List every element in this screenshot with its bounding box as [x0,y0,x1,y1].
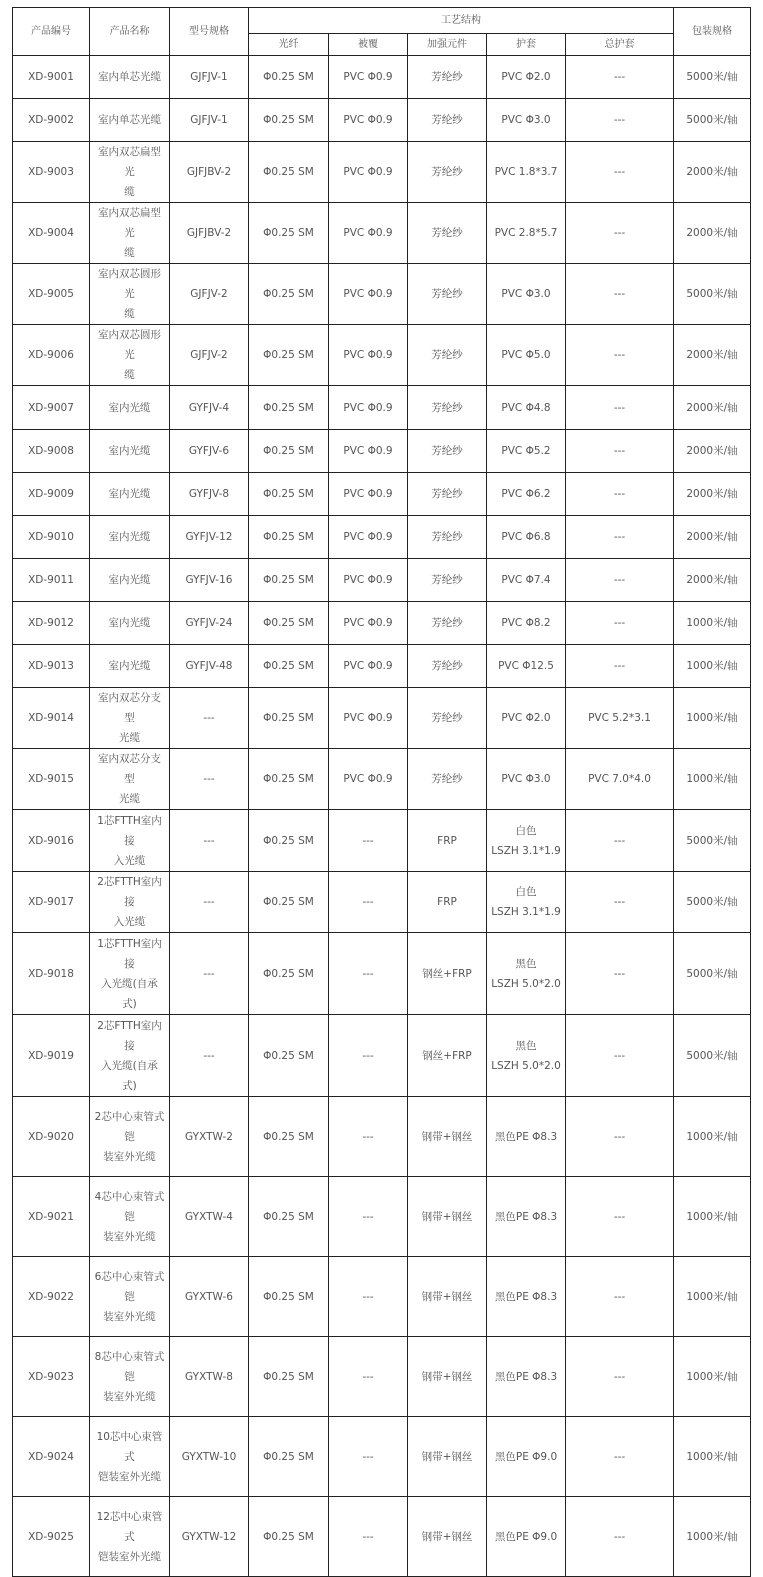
product-id-cell: XD-9012 [13,602,90,645]
model-cell: GYXTW-6 [170,1257,249,1337]
outer-jacket-cell: --- [566,1417,674,1497]
fiber-cell: Φ0.25 SM [249,430,329,473]
strength-member-cell: 钢带+钢丝 [408,1177,487,1257]
product-name-cell: 10芯中心束管式 铠装室外光缆 [90,1417,170,1497]
model-cell: --- [170,872,249,933]
fiber-cell: Φ0.25 SM [249,933,329,1015]
strength-member-cell: 芳纶纱 [408,142,487,203]
jacket-cell: PVC Φ5.0 [487,325,566,386]
package-cell: 1000米/轴 [674,1417,751,1497]
jacket-cell: 黑色PE Φ8.3 [487,1337,566,1417]
model-cell: GJFJV-1 [170,99,249,142]
outer-jacket-cell: --- [566,1177,674,1257]
model-cell: GYXTW-10 [170,1417,249,1497]
product-id-cell: XD-9004 [13,203,90,264]
product-name-cell: 室内光缆 [90,386,170,430]
fiber-cell: Φ0.25 SM [249,56,329,99]
product-id-cell: XD-9019 [13,1015,90,1097]
coating-cell: PVC Φ0.9 [329,325,408,386]
model-cell: GYFJV-8 [170,473,249,516]
model-cell: GYXTW-2 [170,1097,249,1177]
outer-jacket-cell: --- [566,645,674,688]
jacket-cell: PVC Φ5.2 [487,430,566,473]
table-row [13,1497,751,1577]
product-id-cell: XD-9024 [13,1417,90,1497]
package-cell: 2000米/轴 [674,430,751,473]
strength-member-cell: 钢丝+FRP [408,933,487,1015]
outer-jacket-cell: --- [566,473,674,516]
jacket-cell: 黑色PE Φ8.3 [487,1257,566,1337]
package-cell: 2000米/轴 [674,203,751,264]
package-cell: 2000米/轴 [674,325,751,386]
table-row [13,688,751,749]
coating-cell: --- [329,1337,408,1417]
fiber-cell: Φ0.25 SM [249,203,329,264]
coating-cell: PVC Φ0.9 [329,142,408,203]
coating-cell: --- [329,810,408,872]
coating-cell: PVC Φ0.9 [329,749,408,810]
table-row [13,325,751,386]
product-id-cell: XD-9013 [13,645,90,688]
coating-cell: PVC Φ0.9 [329,602,408,645]
product-id-cell: XD-9018 [13,933,90,1015]
coating-cell: PVC Φ0.9 [329,264,408,325]
coating-cell: --- [329,1417,408,1497]
jacket-cell: PVC 1.8*3.7 [487,142,566,203]
model-cell: --- [170,810,249,872]
strength-member-cell: 芳纶纱 [408,325,487,386]
coating-cell: --- [329,872,408,933]
product-id-cell: XD-9016 [13,810,90,872]
strength-member-cell: 钢丝+FRP [408,1015,487,1097]
product-id-cell: XD-9015 [13,749,90,810]
table-row [13,99,751,142]
outer-jacket-cell: --- [566,1257,674,1337]
table-row [13,602,751,645]
product-name-cell: 室内双芯分支型 光缆 [90,749,170,810]
outer-jacket-cell: --- [566,430,674,473]
product-id-cell: XD-9020 [13,1097,90,1177]
strength-member-cell: 钢带+钢丝 [408,1497,487,1577]
fiber-cell: Φ0.25 SM [249,264,329,325]
product-id-cell: XD-9014 [13,688,90,749]
product-spec-table [12,7,751,1577]
coating-cell: PVC Φ0.9 [329,688,408,749]
model-cell: --- [170,1015,249,1097]
table-row [13,473,751,516]
fiber-cell: Φ0.25 SM [249,559,329,602]
strength-member-cell: 芳纶纱 [408,386,487,430]
jacket-cell: 黑色PE Φ9.0 [487,1497,566,1577]
strength-member-cell: 芳纶纱 [408,602,487,645]
strength-member-cell: 钢带+钢丝 [408,1257,487,1337]
table-body [13,56,751,1577]
jacket-cell: 黑色PE Φ8.3 [487,1177,566,1257]
coating-cell: PVC Φ0.9 [329,430,408,473]
strength-member-cell: 芳纶纱 [408,473,487,516]
table-row [13,872,751,933]
strength-member-cell: 芳纶纱 [408,430,487,473]
coating-cell: PVC Φ0.9 [329,516,408,559]
product-id-cell: XD-9025 [13,1497,90,1577]
model-cell: GYFJV-16 [170,559,249,602]
product-name-cell: 室内双芯扁型光 缆 [90,142,170,203]
product-id-cell: XD-9011 [13,559,90,602]
table-row [13,516,751,559]
product-id-cell: XD-9007 [13,386,90,430]
fiber-cell: Φ0.25 SM [249,1257,329,1337]
header-outer-jacket: 总护套 [566,34,674,56]
product-name-cell: 室内双芯分支型 光缆 [90,688,170,749]
jacket-cell: 黑色 LSZH 5.0*2.0 [487,933,566,1015]
product-id-cell: XD-9023 [13,1337,90,1417]
product-name-cell: 室内光缆 [90,430,170,473]
jacket-cell: PVC Φ3.0 [487,749,566,810]
model-cell: GYXTW-12 [170,1497,249,1577]
outer-jacket-cell: PVC 5.2*3.1 [566,688,674,749]
product-name-cell: 室内双芯圆形光 缆 [90,264,170,325]
fiber-cell: Φ0.25 SM [249,602,329,645]
product-name-cell: 2芯FTTH室内接 入光缆(自承式) [90,1015,170,1097]
product-name-cell: 4芯中心束管式铠 装室外光缆 [90,1177,170,1257]
coating-cell: PVC Φ0.9 [329,559,408,602]
package-cell: 2000米/轴 [674,473,751,516]
jacket-cell: 白色 LSZH 3.1*1.9 [487,872,566,933]
fiber-cell: Φ0.25 SM [249,1097,329,1177]
outer-jacket-cell: --- [566,1015,674,1097]
fiber-cell: Φ0.25 SM [249,325,329,386]
product-name-cell: 室内单芯光缆 [90,99,170,142]
package-cell: 1000米/轴 [674,602,751,645]
product-id-cell: XD-9003 [13,142,90,203]
product-id-cell: XD-9005 [13,264,90,325]
coating-cell: --- [329,933,408,1015]
table-row [13,203,751,264]
package-cell: 5000米/轴 [674,56,751,99]
outer-jacket-cell: --- [566,516,674,559]
fiber-cell: Φ0.25 SM [249,386,329,430]
model-cell: GYFJV-12 [170,516,249,559]
strength-member-cell: 芳纶纱 [408,645,487,688]
jacket-cell: PVC Φ7.4 [487,559,566,602]
jacket-cell: 黑色PE Φ8.3 [487,1097,566,1177]
strength-member-cell: 芳纶纱 [408,559,487,602]
package-cell: 5000米/轴 [674,810,751,872]
package-cell: 5000米/轴 [674,99,751,142]
package-cell: 1000米/轴 [674,1257,751,1337]
package-cell: 2000米/轴 [674,142,751,203]
outer-jacket-cell: --- [566,56,674,99]
product-name-cell: 室内双芯扁型光 缆 [90,203,170,264]
strength-member-cell: FRP [408,872,487,933]
package-cell: 1000米/轴 [674,1177,751,1257]
header-product-name: 产品名称 [90,8,170,56]
model-cell: GYXTW-8 [170,1337,249,1417]
product-name-cell: 室内双芯圆形光 缆 [90,325,170,386]
fiber-cell: Φ0.25 SM [249,1015,329,1097]
product-name-cell: 2芯FTTH室内接 入光缆 [90,872,170,933]
product-name-cell: 1芯FTTH室内接 入光缆 [90,810,170,872]
coating-cell: PVC Φ0.9 [329,386,408,430]
product-name-cell: 6芯中心束管式铠 装室外光缆 [90,1257,170,1337]
outer-jacket-cell: --- [566,1337,674,1417]
strength-member-cell: FRP [408,810,487,872]
coating-cell: PVC Φ0.9 [329,473,408,516]
coating-cell: PVC Φ0.9 [329,56,408,99]
package-cell: 1000米/轴 [674,645,751,688]
jacket-cell: PVC Φ4.8 [487,386,566,430]
product-name-cell: 2芯中心束管式铠 装室外光缆 [90,1097,170,1177]
jacket-cell: 黑色PE Φ9.0 [487,1417,566,1497]
jacket-cell: PVC Φ3.0 [487,99,566,142]
jacket-cell: PVC Φ2.0 [487,56,566,99]
fiber-cell: Φ0.25 SM [249,99,329,142]
model-cell: GYFJV-48 [170,645,249,688]
fiber-cell: Φ0.25 SM [249,688,329,749]
model-cell: GJFJV-1 [170,56,249,99]
package-cell: 2000米/轴 [674,516,751,559]
strength-member-cell: 芳纶纱 [408,688,487,749]
package-cell: 2000米/轴 [674,559,751,602]
package-cell: 5000米/轴 [674,264,751,325]
fiber-cell: Φ0.25 SM [249,1417,329,1497]
model-cell: GYXTW-4 [170,1177,249,1257]
model-cell: --- [170,749,249,810]
package-cell: 1000米/轴 [674,1497,751,1577]
product-id-cell: XD-9009 [13,473,90,516]
coating-cell: PVC Φ0.9 [329,645,408,688]
table-row [13,1097,751,1177]
jacket-cell: 黑色 LSZH 5.0*2.0 [487,1015,566,1097]
outer-jacket-cell: --- [566,559,674,602]
fiber-cell: Φ0.25 SM [249,1177,329,1257]
model-cell: GYFJV-24 [170,602,249,645]
package-cell: 5000米/轴 [674,872,751,933]
model-cell: GJFJBV-2 [170,142,249,203]
header-package: 包装规格 [674,8,751,56]
table-row [13,1257,751,1337]
product-name-cell: 1芯FTTH室内接 入光缆(自承式) [90,933,170,1015]
model-cell: GYFJV-6 [170,430,249,473]
package-cell: 1000米/轴 [674,749,751,810]
coating-cell: --- [329,1177,408,1257]
table-row [13,1015,751,1097]
outer-jacket-cell: --- [566,810,674,872]
outer-jacket-cell: --- [566,872,674,933]
table-row [13,645,751,688]
product-name-cell: 室内单芯光缆 [90,56,170,99]
product-name-cell: 室内光缆 [90,473,170,516]
table-row [13,559,751,602]
product-id-cell: XD-9001 [13,56,90,99]
strength-member-cell: 钢带+钢丝 [408,1417,487,1497]
fiber-cell: Φ0.25 SM [249,1337,329,1417]
table-row [13,430,751,473]
header-strength-member: 加强元件 [408,34,487,56]
package-cell: 2000米/轴 [674,386,751,430]
outer-jacket-cell: --- [566,325,674,386]
outer-jacket-cell: PVC 7.0*4.0 [566,749,674,810]
coating-cell: PVC Φ0.9 [329,203,408,264]
outer-jacket-cell: --- [566,1097,674,1177]
model-cell: GYFJV-4 [170,386,249,430]
product-name-cell: 室内光缆 [90,516,170,559]
fiber-cell: Φ0.25 SM [249,516,329,559]
outer-jacket-cell: --- [566,933,674,1015]
package-cell: 1000米/轴 [674,688,751,749]
jacket-cell: 白色 LSZH 3.1*1.9 [487,810,566,872]
fiber-cell: Φ0.25 SM [249,810,329,872]
table-row [13,933,751,1015]
coating-cell: --- [329,1097,408,1177]
strength-member-cell: 芳纶纱 [408,749,487,810]
product-name-cell: 12芯中心束管式 铠装室外光缆 [90,1497,170,1577]
jacket-cell: PVC Φ6.2 [487,473,566,516]
package-cell: 1000米/轴 [674,1337,751,1417]
fiber-cell: Φ0.25 SM [249,872,329,933]
jacket-cell: PVC Φ12.5 [487,645,566,688]
strength-member-cell: 钢带+钢丝 [408,1097,487,1177]
package-cell: 5000米/轴 [674,1015,751,1097]
model-cell: GJFJV-2 [170,264,249,325]
fiber-cell: Φ0.25 SM [249,142,329,203]
table-row [13,810,751,872]
table-row [13,142,751,203]
header-coating: 被覆 [329,34,408,56]
model-cell: GJFJBV-2 [170,203,249,264]
coating-cell: --- [329,1257,408,1337]
coating-cell: --- [329,1497,408,1577]
product-id-cell: XD-9017 [13,872,90,933]
strength-member-cell: 芳纶纱 [408,99,487,142]
fiber-cell: Φ0.25 SM [249,645,329,688]
model-cell: --- [170,688,249,749]
jacket-cell: PVC Φ3.0 [487,264,566,325]
product-id-cell: XD-9010 [13,516,90,559]
jacket-cell: PVC Φ8.2 [487,602,566,645]
table-row [13,386,751,430]
outer-jacket-cell: --- [566,203,674,264]
table-row [13,1177,751,1257]
product-id-cell: XD-9008 [13,430,90,473]
outer-jacket-cell: --- [566,99,674,142]
model-cell: GJFJV-2 [170,325,249,386]
outer-jacket-cell: --- [566,264,674,325]
product-name-cell: 室内光缆 [90,602,170,645]
product-name-cell: 8芯中心束管式铠 装室外光缆 [90,1337,170,1417]
product-name-cell: 室内光缆 [90,559,170,602]
fiber-cell: Φ0.25 SM [249,1497,329,1577]
header-fiber: 光纤 [249,34,329,56]
package-cell: 5000米/轴 [674,933,751,1015]
header-product-id: 产品编号 [13,8,90,56]
coating-cell: PVC Φ0.9 [329,99,408,142]
package-cell: 1000米/轴 [674,1097,751,1177]
table-row [13,56,751,99]
header-model: 型号规格 [170,8,249,56]
table-row [13,1337,751,1417]
jacket-cell: PVC Φ6.8 [487,516,566,559]
jacket-cell: PVC Φ2.0 [487,688,566,749]
coating-cell: --- [329,1015,408,1097]
strength-member-cell: 芳纶纱 [408,203,487,264]
fiber-cell: Φ0.25 SM [249,473,329,516]
outer-jacket-cell: --- [566,1497,674,1577]
strength-member-cell: 钢带+钢丝 [408,1337,487,1417]
strength-member-cell: 芳纶纱 [408,264,487,325]
product-id-cell: XD-9021 [13,1177,90,1257]
table-row [13,749,751,810]
outer-jacket-cell: --- [566,142,674,203]
strength-member-cell: 芳纶纱 [408,56,487,99]
product-name-cell: 室内光缆 [90,645,170,688]
table-row [13,1417,751,1497]
outer-jacket-cell: --- [566,602,674,645]
jacket-cell: PVC 2.8*5.7 [487,203,566,264]
product-id-cell: XD-9006 [13,325,90,386]
product-id-cell: XD-9002 [13,99,90,142]
strength-member-cell: 芳纶纱 [408,516,487,559]
header-jacket: 护套 [487,34,566,56]
table-row [13,264,751,325]
header-structure: 工艺结构 [249,8,674,34]
fiber-cell: Φ0.25 SM [249,749,329,810]
product-id-cell: XD-9022 [13,1257,90,1337]
outer-jacket-cell: --- [566,386,674,430]
model-cell: --- [170,933,249,1015]
